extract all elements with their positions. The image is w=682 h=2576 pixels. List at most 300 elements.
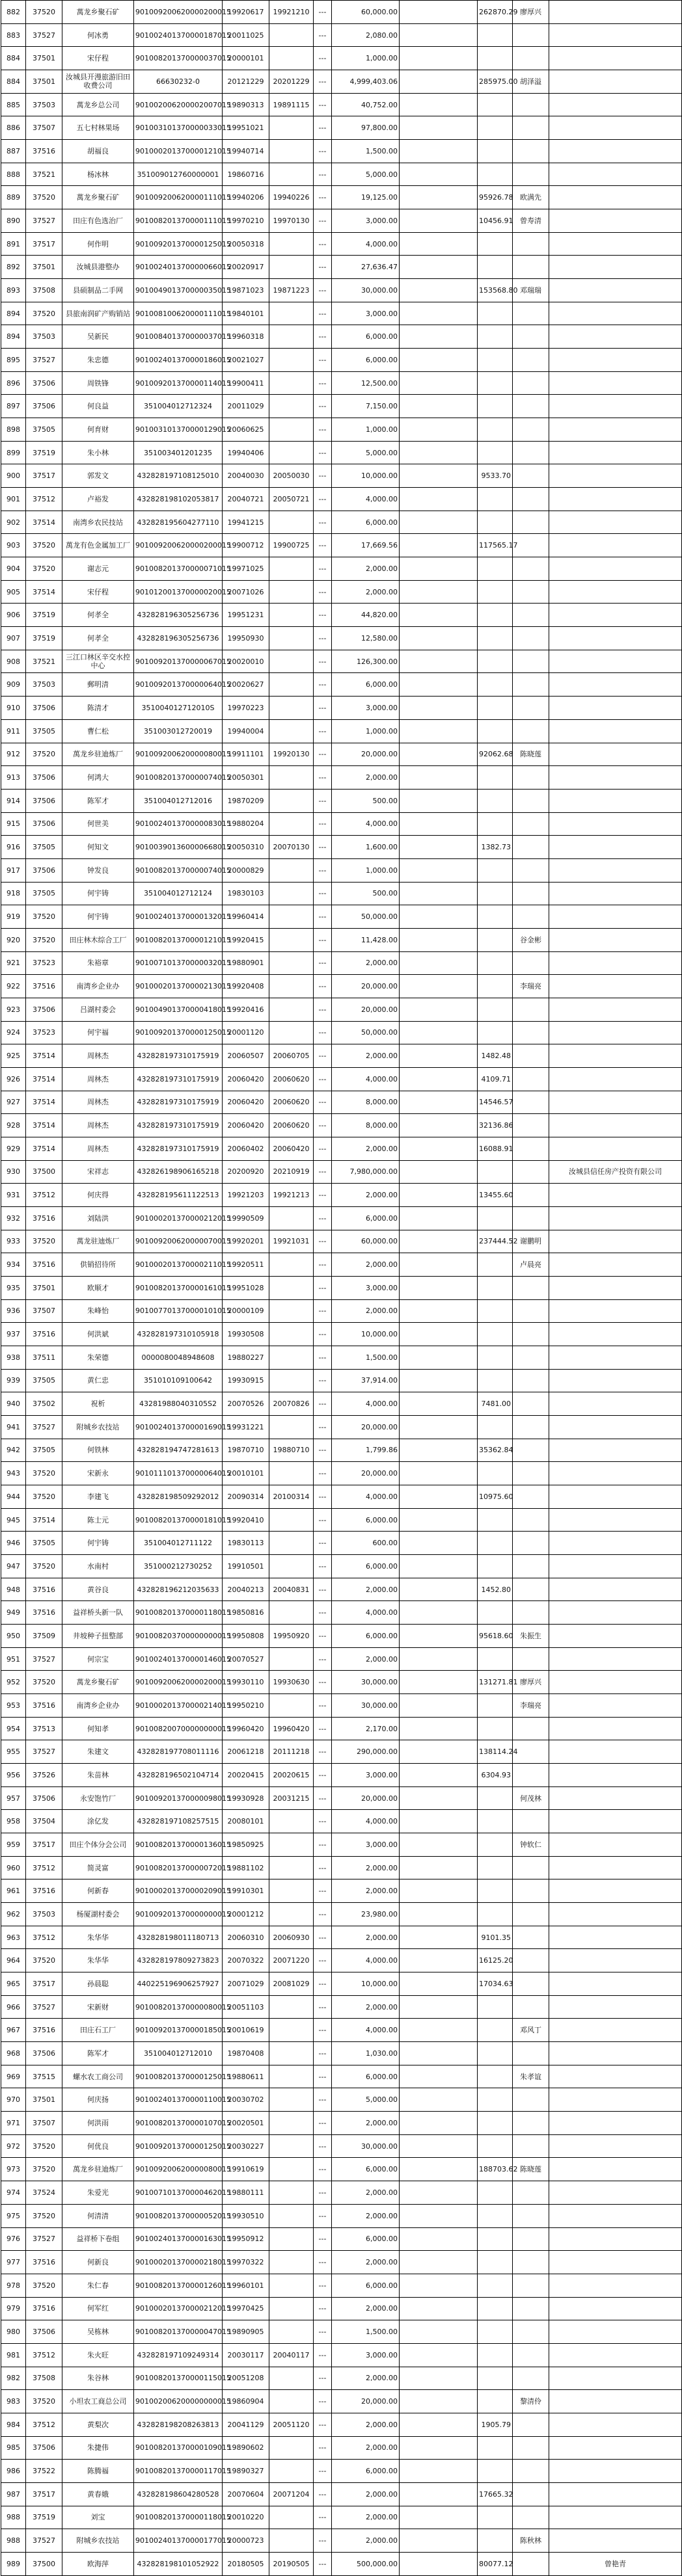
cell-note	[549, 1067, 682, 1091]
cell-opened: 19900411	[223, 371, 269, 395]
cell-interest: 262870.29	[478, 1, 513, 24]
cell-account: 901002401370000083015	[134, 812, 223, 836]
cell-name: 井坡种子扭整部	[62, 1625, 134, 1648]
cell-interest-a	[400, 371, 478, 395]
cell-interest-a	[400, 951, 478, 975]
cell-opened: 20060507	[223, 1044, 269, 1068]
cell-contact	[513, 140, 549, 163]
cell-code: 37520	[26, 2204, 62, 2227]
cell-interest	[478, 47, 513, 70]
cell-interest	[478, 1810, 513, 1833]
cell-note	[549, 1346, 682, 1369]
cell-code: 37527	[26, 23, 62, 47]
cell-account: 432819880403105S2	[134, 1392, 223, 1416]
cell-name: 何宇铸	[62, 882, 134, 905]
cell-account: 901002401370000177015	[134, 2529, 223, 2553]
cell-name: 何军红	[62, 2297, 134, 2320]
cell-note	[549, 2320, 682, 2344]
cell-principal: 500.00	[332, 882, 400, 905]
cell-interest-a	[400, 928, 478, 951]
cell-interest-a	[400, 789, 478, 812]
cell-opened: 20070322	[223, 1949, 269, 1972]
cell-principal: 1,000.00	[332, 719, 400, 743]
cell-principal: 2,080.00	[332, 23, 400, 47]
cell-interest-a	[400, 1926, 478, 1949]
cell-dash: ---	[314, 2436, 332, 2460]
cell-interest	[478, 2297, 513, 2320]
cell-code: 37517	[26, 2482, 62, 2506]
cell-interest	[478, 975, 513, 998]
cell-account: 901009200620000200015	[134, 534, 223, 557]
cell-name: 田庄石工厂	[62, 2019, 134, 2042]
cell-opened: 19970322	[223, 2251, 269, 2274]
cell-account: 901008201370000117015	[134, 2460, 223, 2483]
cell-contact	[513, 1067, 549, 1091]
cell-last-txn: 20070826	[269, 1392, 314, 1416]
cell-principal: 6,000.00	[332, 1206, 400, 1230]
cell-note	[549, 1508, 682, 1532]
cell-code: 37524	[26, 2181, 62, 2205]
cell-principal: 60,000.00	[332, 1, 400, 24]
cell-last-txn: 19930630	[269, 1671, 314, 1694]
cell-contact	[513, 2227, 549, 2251]
cell-interest-a	[400, 116, 478, 140]
cell-seq: 982	[1, 2367, 26, 2390]
cell-seq: 902	[1, 511, 26, 534]
cell-principal: 1,000.00	[332, 418, 400, 442]
cell-seq: 910	[1, 697, 26, 720]
cell-opened: 20000109	[223, 1299, 269, 1323]
cell-contact	[513, 395, 549, 418]
cell-dash: ---	[314, 2227, 332, 2251]
cell-seq: 989	[1, 2552, 26, 2575]
cell-interest-a	[400, 1206, 478, 1230]
cell-interest	[478, 2367, 513, 2390]
cell-contact	[513, 1995, 549, 2019]
cell-contact	[513, 1856, 549, 1879]
cell-code: 37517	[26, 1972, 62, 1996]
cell-dash: ---	[314, 743, 332, 766]
table-row	[1, 1323, 682, 1346]
cell-seq: 927	[1, 1091, 26, 1114]
cell-contact: 陈秋林	[513, 2529, 549, 2553]
cell-account: 432828196305256736	[134, 604, 223, 627]
cell-interest: 1905.79	[478, 2413, 513, 2436]
cell-contact	[513, 1439, 549, 1462]
cell-note	[549, 256, 682, 279]
cell-dash: ---	[314, 650, 332, 673]
cell-interest-a	[400, 1717, 478, 1740]
table-row	[1, 1810, 682, 1833]
cell-opened: 19950912	[223, 2227, 269, 2251]
cell-note	[549, 1694, 682, 1718]
cell-interest-a	[400, 580, 478, 604]
cell-account: 901008201370000047015	[134, 2320, 223, 2344]
cell-dash: ---	[314, 604, 332, 627]
table-row	[1, 2413, 682, 2436]
cell-seq: 915	[1, 812, 26, 836]
cell-opened: 20051103	[223, 1995, 269, 2019]
cell-last-txn: 20060620	[269, 1091, 314, 1114]
cell-interest: 188703.62	[478, 2158, 513, 2181]
cell-contact	[513, 2482, 549, 2506]
cell-name: 欧海萍	[62, 2552, 134, 2575]
cell-interest-a	[400, 975, 478, 998]
cell-interest-a	[400, 1555, 478, 1578]
cell-last-txn	[269, 650, 314, 673]
cell-account: 901009200620000200015	[134, 1671, 223, 1694]
cell-code: 37506	[26, 858, 62, 882]
cell-principal: 19,125.00	[332, 186, 400, 209]
cell-name: 朱仁春	[62, 2274, 134, 2297]
cell-opened: 20200920	[223, 1160, 269, 1184]
cell-account: 901008401370000037015	[134, 325, 223, 349]
cell-code: 37523	[26, 1021, 62, 1044]
cell-dash: ---	[314, 627, 332, 650]
cell-note	[549, 1833, 682, 1857]
cell-seq: 931	[1, 1184, 26, 1207]
cell-dash: ---	[314, 1, 332, 24]
cell-interest-a	[400, 1810, 478, 1833]
cell-dash: ---	[314, 1764, 332, 1787]
cell-seq: 904	[1, 557, 26, 581]
cell-interest	[478, 1415, 513, 1439]
cell-seq: 948	[1, 1578, 26, 1601]
cell-last-txn: 20020615	[269, 1764, 314, 1787]
cell-seq: 903	[1, 534, 26, 557]
cell-interest: 6304.93	[478, 1764, 513, 1787]
cell-principal: 44,820.00	[332, 604, 400, 627]
cell-code: 37506	[26, 1786, 62, 1810]
cell-account: 432826198906165218	[134, 1160, 223, 1184]
cell-seq: 883	[1, 23, 26, 47]
cell-interest-a	[400, 464, 478, 488]
cell-contact	[513, 1323, 549, 1346]
cell-note	[549, 302, 682, 325]
cell-account: 901003101370000033015	[134, 116, 223, 140]
cell-principal: 30,000.00	[332, 2134, 400, 2158]
table-row	[1, 2088, 682, 2112]
cell-note	[549, 1091, 682, 1114]
cell-seq: 882	[1, 1, 26, 24]
cell-seq: 937	[1, 1323, 26, 1346]
cell-note	[549, 1184, 682, 1207]
cell-seq: 932	[1, 1206, 26, 1230]
cell-contact	[513, 2367, 549, 2390]
cell-contact	[513, 1508, 549, 1532]
cell-note	[549, 2529, 682, 2553]
cell-principal: 8,000.00	[332, 1091, 400, 1114]
cell-interest	[478, 2042, 513, 2065]
cell-interest-a	[400, 70, 478, 94]
cell-contact: 谢鹏明	[513, 1230, 549, 1253]
cell-interest	[478, 2274, 513, 2297]
cell-interest: 13455.60	[478, 1184, 513, 1207]
cell-interest-a	[400, 1392, 478, 1416]
cell-interest	[478, 1206, 513, 1230]
cell-account: 0000080048948608	[134, 1346, 223, 1369]
cell-last-txn	[269, 2112, 314, 2135]
cell-interest: 95926.78	[478, 186, 513, 209]
cell-interest-a	[400, 2506, 478, 2529]
cell-seq: 965	[1, 1972, 26, 1996]
cell-principal: 2,000.00	[332, 1856, 400, 1879]
cell-name: 钟发良	[62, 858, 134, 882]
cell-interest-a	[400, 1578, 478, 1601]
cell-contact	[513, 2134, 549, 2158]
cell-contact: 黎清伶	[513, 2390, 549, 2413]
cell-interest-a	[400, 2042, 478, 2065]
table-row	[1, 2204, 682, 2227]
table-row	[1, 47, 682, 70]
cell-opened: 20041129	[223, 2413, 269, 2436]
cell-opened: 20020917	[223, 256, 269, 279]
cell-account: 901000201370000212015	[134, 1206, 223, 1230]
cell-name: 何庆扬	[62, 2088, 134, 2112]
cell-opened: 19941215	[223, 511, 269, 534]
cell-dash: ---	[314, 2390, 332, 2413]
cell-code: 37501	[26, 1276, 62, 1299]
cell-contact	[513, 163, 549, 186]
cell-last-txn	[269, 47, 314, 70]
cell-principal: 3,000.00	[332, 1764, 400, 1787]
cell-interest	[478, 116, 513, 140]
cell-last-txn: 20051120	[269, 2413, 314, 2436]
cell-interest-a	[400, 1091, 478, 1114]
cell-note	[549, 1485, 682, 1509]
cell-dash: ---	[314, 1206, 332, 1230]
cell-contact	[513, 1369, 549, 1392]
cell-interest-a	[400, 511, 478, 534]
cell-account: 432828197310105918	[134, 1323, 223, 1346]
cell-account: 901002006200000000015	[134, 2390, 223, 2413]
cell-contact	[513, 1764, 549, 1787]
cell-interest-a	[400, 1044, 478, 1068]
cell-opened: 19880111	[223, 2181, 269, 2205]
cell-seq: 976	[1, 2227, 26, 2251]
table-row	[1, 1485, 682, 1509]
cell-seq: 954	[1, 1717, 26, 1740]
cell-interest-a	[400, 302, 478, 325]
cell-dash: ---	[314, 951, 332, 975]
cell-principal: 4,000.00	[332, 1392, 400, 1416]
cell-name: 胡福良	[62, 140, 134, 163]
cell-interest	[478, 2065, 513, 2088]
cell-principal: 6,000.00	[332, 673, 400, 697]
cell-contact: 廖厚兴	[513, 1, 549, 24]
cell-principal: 2,000.00	[332, 2297, 400, 2320]
cell-code: 37520	[26, 1230, 62, 1253]
cell-account: 901008201370000125015	[134, 2065, 223, 2088]
cell-name: 萬龙乡驻迪炼厂	[62, 743, 134, 766]
cell-account: 901003101370000129015	[134, 418, 223, 442]
cell-contact	[513, 1532, 549, 1555]
cell-interest	[478, 488, 513, 511]
cell-code: 37520	[26, 743, 62, 766]
table-row	[1, 1462, 682, 1485]
cell-name: 刘陆洪	[62, 1206, 134, 1230]
table-row	[1, 1879, 682, 1903]
cell-opened: 19880227	[223, 1346, 269, 1369]
cell-dash: ---	[314, 1091, 332, 1114]
cell-interest-a	[400, 1485, 478, 1509]
cell-code: 37501	[26, 2088, 62, 2112]
cell-note	[549, 2158, 682, 2181]
cell-interest-a	[400, 1137, 478, 1160]
cell-note	[549, 349, 682, 372]
cell-seq: 957	[1, 1786, 26, 1810]
cell-opened: 19830113	[223, 1532, 269, 1555]
cell-contact	[513, 1091, 549, 1114]
cell-note	[549, 464, 682, 488]
cell-last-txn	[269, 1903, 314, 1926]
cell-interest: 131271.81	[478, 1671, 513, 1694]
cell-interest	[478, 1253, 513, 1277]
cell-opened: 20071029	[223, 1972, 269, 1996]
cell-note	[549, 1555, 682, 1578]
cell-account: 901008201370000136015	[134, 1833, 223, 1857]
cell-dash: ---	[314, 511, 332, 534]
cell-note	[549, 186, 682, 209]
cell-note	[549, 93, 682, 116]
cell-account: 901009201370000064015	[134, 673, 223, 697]
cell-contact	[513, 2112, 549, 2135]
cell-interest: 138114.24	[478, 1740, 513, 1764]
cell-contact: 朱孝谊	[513, 2065, 549, 2088]
cell-dash: ---	[314, 488, 332, 511]
cell-opened: 19931221	[223, 1415, 269, 1439]
cell-interest-a	[400, 2390, 478, 2413]
cell-last-txn	[269, 882, 314, 905]
cell-last-txn: 20081029	[269, 1972, 314, 1996]
table-row	[1, 1578, 682, 1601]
cell-note	[549, 928, 682, 951]
cell-seq: 891	[1, 232, 26, 256]
cell-contact: 廖厚兴	[513, 1671, 549, 1694]
cell-seq: 894	[1, 325, 26, 349]
cell-account: 351004012712324	[134, 395, 223, 418]
cell-code: 37520	[26, 1462, 62, 1485]
cell-principal: 17,669.56	[332, 534, 400, 557]
cell-name: 何宗宝	[62, 1647, 134, 1671]
cell-principal: 4,000.00	[332, 1485, 400, 1509]
cell-opened: 19950808	[223, 1625, 269, 1648]
cell-contact	[513, 1021, 549, 1044]
cell-account: 901000201370000121015	[134, 140, 223, 163]
cell-contact	[513, 905, 549, 929]
cell-contact	[513, 1206, 549, 1230]
cell-principal: 2,000.00	[332, 1578, 400, 1601]
cell-name: 田庄有色选治厂	[62, 209, 134, 233]
table-row	[1, 93, 682, 116]
cell-principal: 20,000.00	[332, 743, 400, 766]
cell-code: 37515	[26, 2065, 62, 2088]
cell-interest-a	[400, 140, 478, 163]
cell-note	[549, 2367, 682, 2390]
cell-interest: 16088.91	[478, 1137, 513, 1160]
cell-opened: 20030227	[223, 2134, 269, 2158]
cell-name: 何宇福	[62, 1021, 134, 1044]
cell-opened: 19910501	[223, 1555, 269, 1578]
cell-name: 何良益	[62, 395, 134, 418]
cell-note	[549, 1462, 682, 1485]
cell-name: 何新良	[62, 2251, 134, 2274]
cell-dash: ---	[314, 719, 332, 743]
cell-account: 351009012760000001	[134, 163, 223, 186]
cell-interest-a	[400, 1995, 478, 2019]
cell-interest-a	[400, 858, 478, 882]
cell-interest-a	[400, 2112, 478, 2135]
table-row	[1, 557, 682, 581]
cell-account: 901009201370000098015	[134, 1786, 223, 1810]
cell-dash: ---	[314, 2297, 332, 2320]
cell-contact	[513, 464, 549, 488]
cell-opened: 19940714	[223, 140, 269, 163]
cell-dash: ---	[314, 2367, 332, 2390]
cell-note	[549, 371, 682, 395]
cell-dash: ---	[314, 580, 332, 604]
table-row	[1, 1184, 682, 1207]
table-row	[1, 534, 682, 557]
cell-account: 901008201370000071015	[134, 557, 223, 581]
cell-last-txn	[269, 1694, 314, 1718]
cell-account: 901002401370000110015	[134, 2088, 223, 2112]
cell-note	[549, 70, 682, 94]
cell-interest-a	[400, 488, 478, 511]
cell-opened: 19960414	[223, 905, 269, 929]
cell-principal: 8,000.00	[332, 1114, 400, 1137]
cell-principal: 20,000.00	[332, 998, 400, 1021]
table-row	[1, 719, 682, 743]
cell-seq: 987	[1, 2482, 26, 2506]
cell-seq: 941	[1, 1415, 26, 1439]
cell-note	[549, 1671, 682, 1694]
cell-interest: 1482.48	[478, 1044, 513, 1068]
cell-interest-a	[400, 256, 478, 279]
cell-seq: 988	[1, 2529, 26, 2553]
cell-interest-a	[400, 2251, 478, 2274]
cell-note	[549, 1879, 682, 1903]
cell-code: 37505	[26, 1439, 62, 1462]
table-row	[1, 1021, 682, 1044]
cell-principal: 30,000.00	[332, 1671, 400, 1694]
cell-note	[549, 697, 682, 720]
table-row	[1, 2552, 682, 2575]
cell-contact	[513, 2506, 549, 2529]
cell-name: 陈军才	[62, 789, 134, 812]
cell-note	[549, 47, 682, 70]
cell-interest-a	[400, 1276, 478, 1299]
cell-account: 901000201370000214015	[134, 1694, 223, 1718]
cell-seq: 884	[1, 47, 26, 70]
cell-interest	[478, 1903, 513, 1926]
cell-opened: 19890313	[223, 93, 269, 116]
cell-contact	[513, 302, 549, 325]
cell-interest	[478, 1879, 513, 1903]
cell-interest	[478, 140, 513, 163]
cell-account: 432828197708011116	[134, 1740, 223, 1764]
cell-interest	[478, 2436, 513, 2460]
cell-note	[549, 1532, 682, 1555]
cell-seq: 980	[1, 2320, 26, 2344]
cell-code: 37503	[26, 1903, 62, 1926]
cell-interest-a	[400, 1346, 478, 1369]
cell-last-txn	[269, 998, 314, 1021]
cell-account: 432828197310175919	[134, 1114, 223, 1137]
cell-name: 周林杰	[62, 1091, 134, 1114]
cell-note	[549, 23, 682, 47]
cell-dash: ---	[314, 812, 332, 836]
